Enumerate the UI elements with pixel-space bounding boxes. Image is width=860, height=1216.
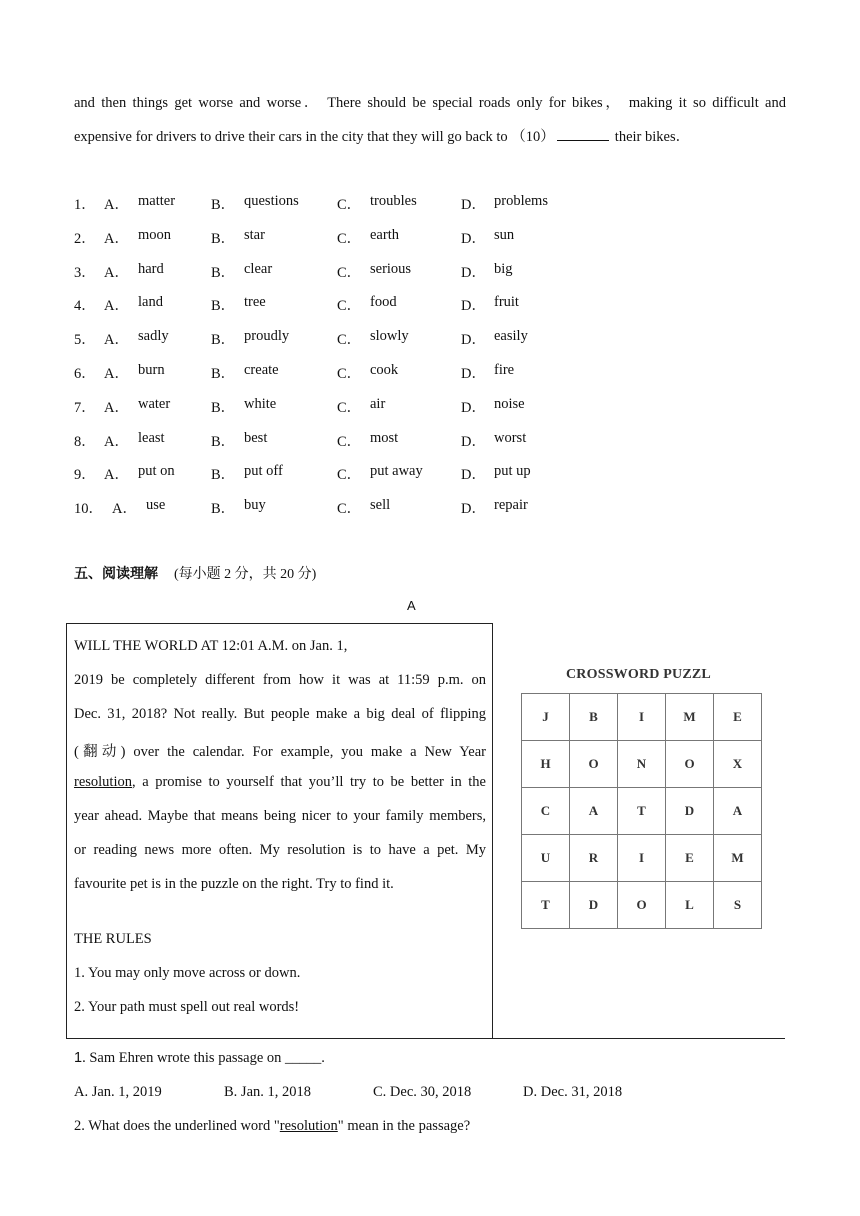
option-letter-b: B．	[211, 264, 236, 281]
crossword-cell: A	[570, 788, 618, 835]
option-letter-c: C．	[337, 467, 362, 484]
option-letter-c: C．	[337, 501, 362, 518]
option-d: problems	[494, 193, 548, 209]
question-number: 2．	[74, 230, 96, 247]
option-letter-d: D．	[461, 433, 486, 450]
crossword-cell: L	[666, 882, 714, 929]
option-c: slowly	[370, 328, 409, 345]
option-letter-a: A．	[104, 332, 129, 349]
option-letter-d: D．	[461, 264, 486, 281]
crossword-cell: O	[570, 741, 618, 788]
option-d: sun	[494, 226, 515, 243]
option-b: tree	[244, 294, 266, 311]
question-number: 9．	[74, 467, 96, 484]
option-c: cook	[370, 362, 399, 378]
option-letter-d: D．	[461, 467, 486, 484]
question-number: 5．	[74, 332, 96, 349]
crossword-cell: S	[714, 882, 762, 929]
option-letter-c: C．	[337, 366, 362, 382]
crossword-cell: H	[522, 741, 570, 788]
option-a: land	[138, 294, 163, 311]
option-a: put on	[138, 463, 175, 480]
answer-blank-10	[557, 126, 609, 141]
crossword-cell: A	[714, 788, 762, 835]
question-number: 4．	[74, 298, 96, 315]
option-letter-d: D．	[461, 197, 486, 213]
crossword-cell: J	[522, 694, 570, 741]
crossword-row	[522, 788, 762, 835]
option-b: best	[244, 429, 268, 446]
question-2-text-start: 2. What does the underlined word "	[74, 1118, 280, 1134]
question-number: 1．	[74, 197, 96, 213]
option-b: proudly	[244, 328, 290, 345]
crossword-cell: D	[570, 882, 618, 929]
section-title-text: 五、阅读理解	[74, 566, 158, 582]
crossword-cell: E	[714, 694, 762, 741]
option-letter-c: C．	[337, 264, 362, 281]
crossword-cell: X	[714, 741, 762, 788]
crossword-row	[522, 741, 762, 788]
option-letter-a: A．	[104, 197, 129, 213]
question-number: 8．	[74, 433, 96, 450]
underlined-word-resolution: resolution	[74, 774, 132, 790]
crossword-row	[522, 882, 762, 929]
reading-line-2: 2019 be completely different from how it was at 11:59 p.m. on	[74, 672, 486, 688]
option-letter-b: B．	[211, 230, 236, 247]
reading-line-3: Dec. 31, 2018? Not really. But people make a big deal of flipping	[74, 706, 486, 722]
option-c: food	[370, 294, 397, 311]
q1-option-b: B. Jan. 1, 2018	[224, 1084, 311, 1100]
option-d: worst	[494, 429, 527, 446]
option-letter-d: D．	[461, 501, 486, 518]
q1-option-d: D. Dec. 31, 2018	[523, 1084, 623, 1100]
option-letter-b: B．	[211, 366, 236, 382]
option-a: matter	[138, 193, 176, 209]
option-c: air	[370, 395, 386, 412]
option-b: questions	[244, 193, 299, 209]
option-letter-c: C．	[337, 433, 362, 450]
option-a: hard	[138, 260, 164, 277]
question-number: 7．	[74, 399, 96, 416]
option-letter-b: B．	[211, 399, 236, 416]
option-letter-b: B．	[211, 501, 236, 518]
passage-line-2	[74, 125, 690, 146]
crossword-cell: E	[666, 835, 714, 882]
crossword-row	[522, 694, 762, 741]
option-letter-b: B．	[211, 298, 236, 315]
option-letter-a: A．	[112, 501, 137, 518]
question-2	[74, 1118, 470, 1135]
crossword-cell: R	[570, 835, 618, 882]
question-1-number: 1	[74, 1050, 83, 1066]
option-letter-b: B．	[211, 197, 236, 213]
crossword-cell: D	[666, 788, 714, 835]
passage-line-2-end: their bikes．	[614, 129, 691, 145]
crossword-cell: M	[666, 694, 714, 741]
option-a: use	[146, 497, 166, 514]
passage-line-1: and then things get worse and worse． There should be special roads only for bikes， making it so difficult and	[74, 95, 786, 111]
option-a: least	[138, 429, 165, 446]
option-c: most	[370, 429, 399, 446]
crossword-cell: T	[522, 882, 570, 929]
option-letter-d: D．	[461, 298, 486, 315]
option-a: burn	[138, 362, 165, 378]
option-c: put away	[370, 463, 423, 480]
option-a: water	[138, 395, 171, 412]
option-c: serious	[370, 260, 412, 277]
option-letter-b: B．	[211, 332, 236, 349]
option-c: earth	[370, 226, 399, 243]
question-2-text-end: " mean in the passage?	[337, 1118, 471, 1134]
option-letter-d: D．	[461, 399, 486, 416]
crossword-cell: U	[522, 835, 570, 882]
option-letter-a: A．	[104, 433, 129, 450]
option-letter-a: A．	[104, 230, 129, 247]
crossword-cell: O	[618, 882, 666, 929]
q1-option-c: C. Dec. 30, 2018	[373, 1084, 472, 1100]
option-b: clear	[244, 260, 273, 277]
option-c: troubles	[370, 193, 417, 209]
option-letter-c: C．	[337, 197, 362, 213]
rule-2: 2. Your path must spell out real words!	[74, 999, 300, 1015]
option-letter-a: A．	[104, 467, 129, 484]
crossword-cell: I	[618, 694, 666, 741]
crossword-grid	[521, 693, 762, 929]
option-letter-a: A．	[104, 264, 129, 281]
option-letter-d: D．	[461, 366, 486, 382]
option-letter-a: A．	[104, 399, 129, 416]
option-d: put up	[494, 463, 531, 480]
question-1-text: . Sam Ehren wrote this passage on _____.	[82, 1050, 325, 1066]
option-d: easily	[494, 328, 528, 345]
passage-line-2-text: expensive for drivers to drive their cars in the city that they will go back to （10）	[74, 129, 555, 145]
option-d: big	[494, 260, 513, 277]
option-letter-c: C．	[337, 399, 362, 416]
question-number: 3．	[74, 264, 96, 281]
crossword-cell: T	[618, 788, 666, 835]
q1-option-a: A. Jan. 1, 2019	[74, 1084, 162, 1100]
option-a: sadly	[138, 328, 169, 345]
rule-1: 1. You may only move across or down.	[74, 965, 301, 981]
crossword-cell: O	[666, 741, 714, 788]
section-score-note: (每小题 2 分，共 20 分)	[174, 567, 317, 582]
option-c: sell	[370, 497, 391, 514]
option-b: put off	[244, 463, 283, 480]
section-title	[74, 563, 316, 583]
crossword-row	[522, 835, 762, 882]
option-b: white	[244, 395, 277, 412]
crossword-cell: B	[570, 694, 618, 741]
option-d: repair	[494, 497, 528, 514]
option-letter-c: C．	[337, 332, 362, 349]
option-letter-b: B．	[211, 433, 236, 450]
option-d: fire	[494, 362, 515, 378]
reading-line-8: favourite pet is in the puzzle on the right. Try to find it.	[74, 876, 394, 892]
reading-line-6: year ahead. Maybe that means being nicer to your family members,	[74, 808, 486, 824]
passage-label: A	[407, 598, 416, 613]
option-letter-d: D．	[461, 230, 486, 247]
option-letter-c: C．	[337, 230, 362, 247]
crossword-cell: N	[618, 741, 666, 788]
reading-line-7: or reading news more often. My resolution is to have a pet. My	[74, 842, 486, 858]
question-1	[74, 1050, 325, 1067]
option-b: buy	[244, 497, 266, 514]
reading-line-5-rest: , a promise to yourself that you’ll try to be better in the	[132, 774, 486, 790]
option-letter-d: D．	[461, 332, 486, 349]
option-b: star	[244, 226, 265, 243]
option-letter-a: A．	[104, 298, 129, 315]
option-b: create	[244, 362, 279, 378]
option-letter-b: B．	[211, 467, 236, 484]
question-2-underlined-word: resolution	[279, 1118, 338, 1134]
option-letter-a: A．	[104, 366, 129, 382]
option-d: noise	[494, 395, 525, 412]
reading-line-5	[74, 774, 486, 791]
crossword-title: CROSSWORD PUZZL	[566, 667, 711, 682]
reading-line-1: WILL THE WORLD AT 12:01 A.M. on Jan. 1,	[74, 638, 348, 654]
crossword-cell: I	[618, 835, 666, 882]
question-number: 6．	[74, 366, 96, 382]
option-d: fruit	[494, 294, 519, 311]
reading-line-4: (翻动) over the calendar. For example, you make a New Year	[74, 744, 486, 760]
question-number: 10．	[74, 501, 103, 518]
box-bottom-rule	[493, 1038, 785, 1039]
option-letter-c: C．	[337, 298, 362, 315]
crossword-cell: M	[714, 835, 762, 882]
option-a: moon	[138, 226, 172, 243]
crossword-cell: C	[522, 788, 570, 835]
rules-title: THE RULES	[74, 931, 152, 947]
